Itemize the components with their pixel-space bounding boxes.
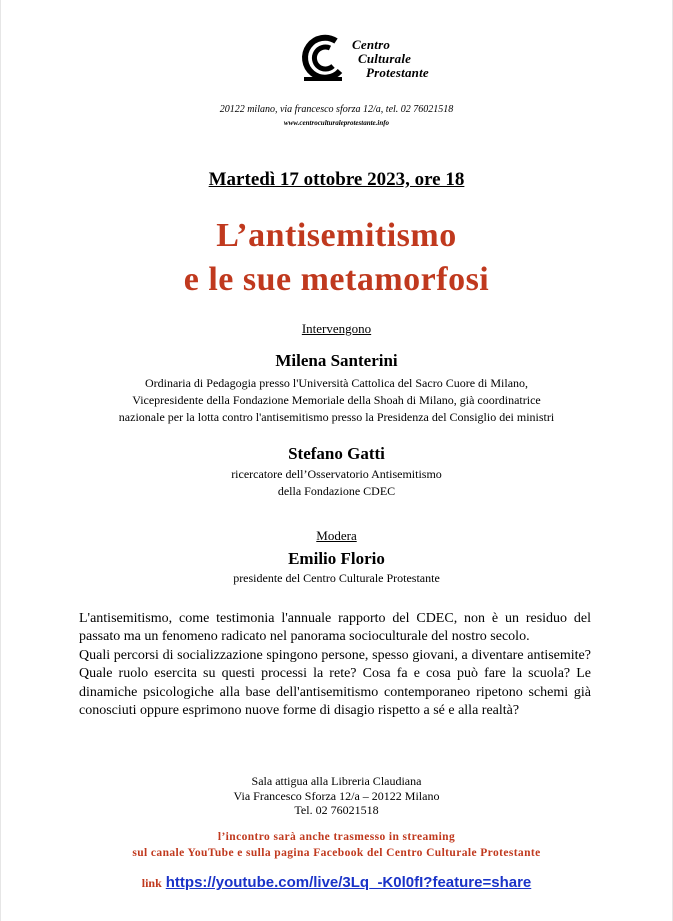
event-date bbox=[0, 169, 673, 191]
ccp-logo-text bbox=[352, 38, 429, 80]
speakers-heading bbox=[0, 321, 673, 337]
event-description bbox=[79, 610, 591, 720]
venue-line-1: Sala attigua alla Libreria Claudiana bbox=[251, 774, 422, 788]
logo-line-2: Culturale bbox=[358, 51, 412, 66]
speaker-1-name: Milena Santerini bbox=[275, 351, 398, 370]
youtube-live-link[interactable]: https://youtube.com/live/3Lq_-K0l0fI?feature=share bbox=[165, 874, 532, 891]
venue bbox=[0, 774, 673, 818]
speaker-2-desc bbox=[0, 466, 673, 500]
logo-line-1: Centro bbox=[352, 37, 391, 52]
speaker-1-desc-line: Ordinaria di Pedagogia presso l'Università Cattolica del Sacro Cuore di Milano, bbox=[144, 376, 529, 390]
speakers-heading-text: Intervengono bbox=[301, 321, 372, 336]
title-line-2: e le sue metamorfosi bbox=[183, 261, 490, 298]
streaming-link-row bbox=[0, 874, 673, 892]
moderator-name: Emilio Florio bbox=[288, 549, 385, 568]
speaker-2-desc-line: della Fondazione CDEC bbox=[277, 484, 396, 498]
event-date-text: Martedì 17 ottobre 2023, ore 18 bbox=[208, 169, 465, 190]
moderator-heading bbox=[0, 528, 673, 544]
venue-line-2: Via Francesco Sforza 12/a – 20122 Milano bbox=[233, 788, 440, 803]
speaker-1-desc-line: Vicepresidente della Fondazione Memoriale della Shoah di Milano, già coordinatrice bbox=[132, 393, 541, 407]
speaker-1-desc-line: nazionale per la lotta contro l'antisemitismo presso la Presidenza del Consiglio dei ministri bbox=[118, 410, 555, 424]
speaker-1-desc bbox=[0, 375, 673, 426]
speaker-2-name: Stefano Gatti bbox=[288, 444, 385, 463]
venue-line-3: Tel. 02 76021518 bbox=[294, 803, 379, 817]
ccp-logo bbox=[300, 33, 450, 93]
description-paragraph-2: Quali percorsi di socializzazione spingono persone, spesso giovani, a diventare antisemite? Quale ruolo esercita su questi processi la rete? Cosa fa e cosa può fare la scuola? Le dinamiche psicologiche alla base dell'antisemitismo contemporaneo ripetono schemi già conosciuti oppure esprimono nuove forme di disagio rispetto a sé e alla realtà? bbox=[79, 647, 591, 719]
streaming-line-1: l’incontro sarà anche trasmesso in streaming bbox=[217, 831, 456, 843]
ccp-logo-mark bbox=[300, 33, 350, 83]
streaming-line-2: sul canale YouTube e sulla pagina Facebook del Centro Culturale Protestante bbox=[132, 847, 541, 859]
event-title bbox=[0, 214, 673, 302]
title-line-1: L’antisemitismo bbox=[216, 217, 457, 254]
speaker-2-desc-line: ricercatore dell’Osservatorio Antisemitismo bbox=[231, 467, 442, 481]
streaming-notice bbox=[0, 829, 673, 861]
website[interactable]: www.centroculturaleprotestante.info bbox=[283, 119, 390, 127]
description-paragraph-1: L'antisemitismo, come testimonia l'annuale rapporto del CDEC, non è un residuo del passato ma un fenomeno radicato nel panorama socioculturale del nostro secolo. bbox=[79, 611, 591, 645]
moderator-desc: presidente del Centro Culturale Protestante bbox=[233, 571, 440, 585]
logo-line-3: Protestante bbox=[366, 65, 429, 80]
link-label: link bbox=[141, 876, 162, 890]
moderator-heading-text: Modera bbox=[316, 528, 357, 543]
address: 20122 milano, via francesco sforza 12/a, tel. 02 76021518 bbox=[219, 104, 454, 115]
